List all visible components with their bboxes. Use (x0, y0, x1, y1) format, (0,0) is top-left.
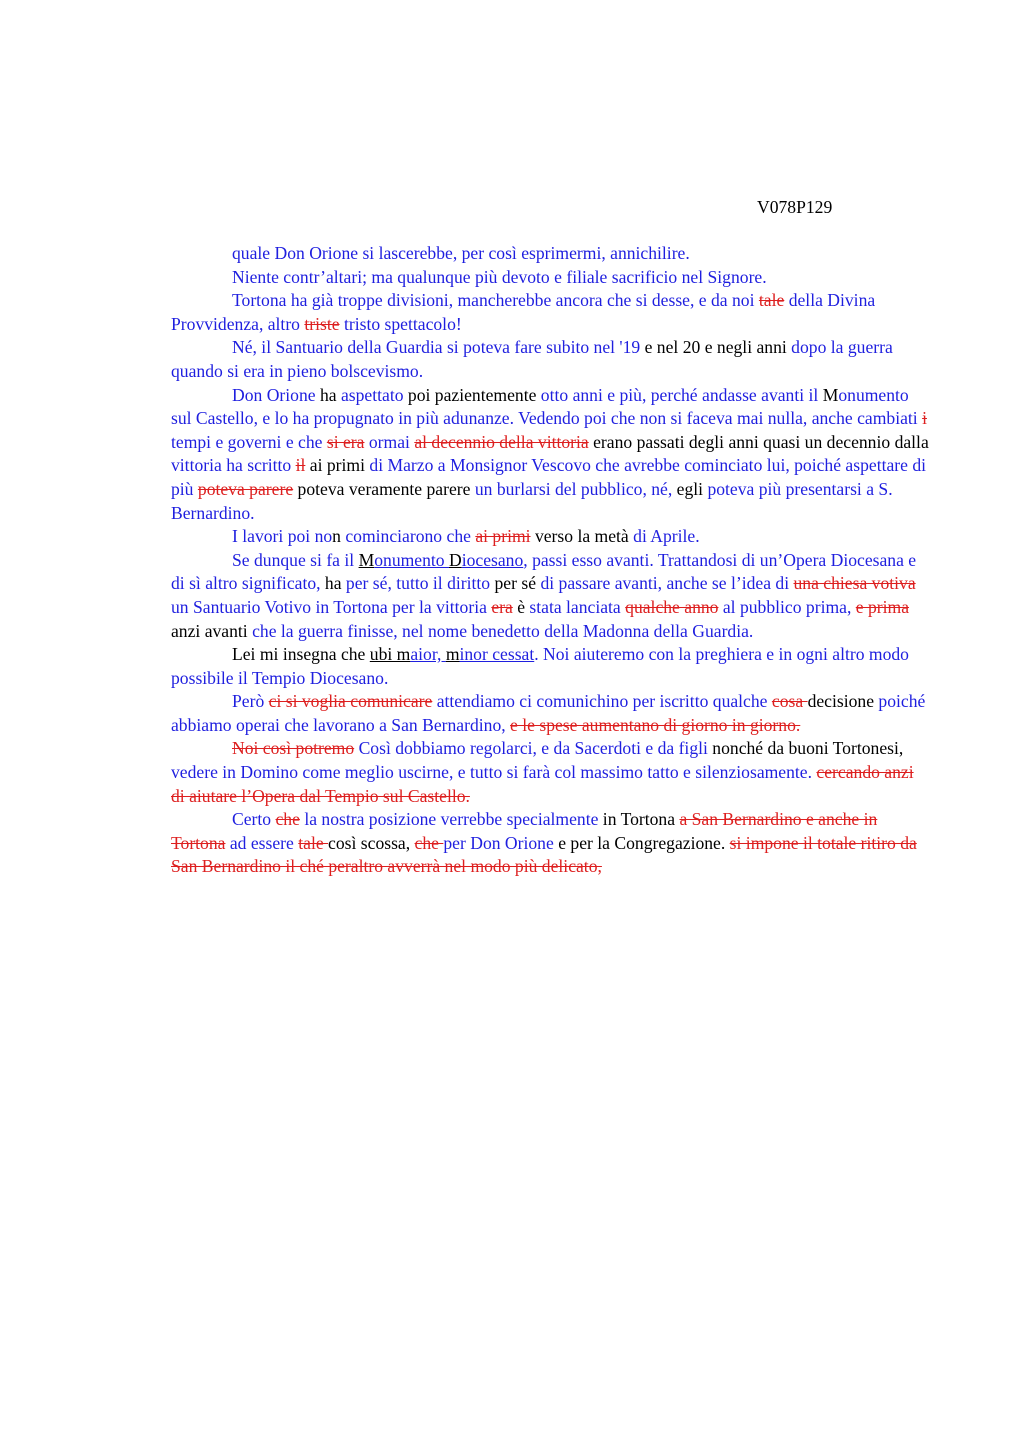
inserted-text: , passi esso avanti. Trattandosi di un’Opera Diocesana e di sì altro significato, (171, 549, 917, 594)
original-underlined-text: ubi m (369, 644, 411, 665)
inserted-text: della Divina Provvidenza, altro (171, 290, 876, 334)
deleted-text: cosa (771, 691, 808, 712)
inserted-text: tempi e governi e che (171, 431, 327, 452)
inserted-text: Tortona ha già troppe divisioni, mancherebbe ancora che si desse, e da noi (232, 290, 759, 311)
inserted-text: quale Don Orione si lascerebbe, per così esprimermi, annichilire. (232, 243, 690, 263)
inserted-text: cominciarono che (345, 526, 476, 547)
deleted-text: cercando anzi di aiutare l’Opera dal Tempio sul Castello. (171, 762, 914, 806)
inserted-text: Certo (232, 809, 276, 830)
inserted-text: attendiamo ci comunichino per iscritto qualche (432, 691, 772, 712)
deleted-text: al decennio della vittoria (414, 431, 589, 452)
deleted-text: si impone il totale ritiro da San Bernardino il ché peraltro avverrà nel modo più delicato, (171, 832, 917, 877)
original-text: per sé (490, 573, 541, 594)
paragraph (171, 336, 931, 383)
inserted-text: otto anni e più, perché andasse avanti il (540, 384, 823, 405)
inserted-text: di Marzo a Monsignor Vescovo che avrebbe cominciato lui, poiché aspettare di più (171, 455, 927, 499)
deleted-text: una chiesa votiva (793, 573, 916, 594)
deleted-text: che (414, 832, 444, 853)
original-text: in Tortona (598, 809, 680, 830)
inserted-text: vittoria ha scritto (171, 455, 296, 476)
inserted-text: per Don Orione (443, 832, 554, 853)
original-text: ha (324, 573, 342, 594)
deleted-text: Noi così potremo (232, 738, 355, 759)
inserted-text: di Aprile. (633, 526, 700, 547)
inserted-text: Se dunque si fa il (232, 549, 359, 570)
inserted-underlined-text: aior, (410, 644, 446, 665)
inserted-text: di passare avanti, anche se l’idea di (540, 573, 794, 594)
inserted-text: Niente contr’altari; ma qualunque più devoto e filiale sacrificio nel Signore. (232, 266, 767, 287)
paragraph (171, 549, 931, 643)
inserted-underlined-text: iocesano (461, 549, 524, 570)
deleted-text: si era (326, 431, 365, 452)
inserted-text: onumento sul Castello, e lo ha propugnato in più adunanze. Vedendo poi che non si faceva mai nulla, anche cambiati (171, 384, 923, 429)
original-underlined-text: M (358, 549, 375, 570)
paragraph (171, 643, 931, 690)
inserted-text: aspettato (340, 384, 404, 405)
original-text: n (332, 526, 346, 547)
paragraph (171, 384, 931, 526)
paragraph (171, 525, 931, 549)
inserted-text: al pubblico prima, (718, 596, 856, 617)
deleted-text: a San Bernardino e anche in Tortona (171, 809, 878, 853)
inserted-text: I lavori poi no (232, 526, 333, 547)
document-body (171, 242, 931, 879)
deleted-text: poteva parere (197, 478, 294, 499)
inserted-text: stata lanciata (529, 596, 626, 617)
original-text: erano passati degli anni quasi un decennio dalla (588, 431, 929, 452)
original-text: egli (672, 478, 708, 499)
inserted-text: Don Orione (232, 384, 316, 405)
paragraph (171, 266, 931, 290)
inserted-text: . Noi aiuteremo con la preghiera e in ogni altro modo possibile il Tempio Diocesano. (171, 644, 909, 688)
paragraph (171, 289, 931, 336)
deleted-text: e prima (855, 596, 910, 617)
inserted-underlined-text: onumento (374, 549, 449, 570)
original-text: così scossa, (328, 832, 415, 853)
deleted-text: il (295, 455, 306, 476)
inserted-text: poiché abbiamo operai che lavorano a San Bernardino, (171, 691, 926, 735)
deleted-text: ai primi (475, 526, 531, 547)
original-underlined-text: D (448, 549, 462, 570)
deleted-text: qualche anno (625, 596, 719, 617)
inserted-text: ad essere (225, 832, 299, 853)
original-text: è (512, 596, 530, 617)
original-text: nonché da buoni Tortonesi, (707, 738, 904, 759)
original-text: ai primi (305, 455, 370, 476)
original-text: poi pazientemente (403, 384, 541, 405)
inserted-text: un burlarsi del pubblico, né, (474, 478, 673, 499)
original-text: Lei mi insegna che (232, 644, 370, 665)
paragraph (171, 242, 931, 266)
inserted-text: un Santuario Votivo in Tortona per la vittoria (171, 596, 492, 617)
paragraph (171, 690, 931, 737)
deleted-text: ci si voglia comunicare (268, 691, 433, 712)
deleted-text: triste (304, 313, 340, 334)
original-text: e nel 20 e negli anni (640, 337, 792, 358)
deleted-text: e le spese aumentano di giorno in giorno. (510, 714, 801, 735)
original-text: anzi avanti (171, 620, 253, 641)
inserted-text: per sé, (341, 573, 392, 594)
paragraph (171, 808, 931, 879)
inserted-text: la nostra posizione verrebbe specialmente (299, 809, 599, 830)
inserted-text: tutto il diritto (396, 573, 491, 594)
original-text: verso la metà (530, 526, 634, 547)
original-underlined-text: m (445, 644, 460, 665)
paragraph (171, 737, 931, 808)
inserted-text: dopo la guerra quando si era in pieno bolscevismo. (171, 337, 893, 381)
original-text: decisione (807, 691, 879, 712)
inserted-text: poteva più presentarsi a S. Bernardino. (171, 478, 893, 523)
deleted-text: i (922, 408, 927, 429)
original-text: M (822, 384, 839, 405)
original-text: e per la Congregazione. (553, 832, 730, 853)
deleted-text: tale (758, 290, 785, 311)
inserted-text: Però (232, 691, 269, 712)
inserted-text: tristo spettacolo! (339, 313, 462, 334)
deleted-text: tale (298, 832, 329, 853)
inserted-text: che la guerra finisse, nel nome benedetto della Madonna della Guardia. (252, 620, 754, 641)
inserted-text: vedere in Domino come meglio uscirne, e tutto si farà col massimo tatto e silenziosamente. (171, 762, 817, 783)
inserted-underlined-text: inor cessat (459, 644, 535, 665)
original-text: ha (315, 384, 341, 405)
inserted-text: Così dobbiamo regolarci, e da Sacerdoti e da figli (354, 738, 708, 759)
deleted-text: era (491, 596, 513, 617)
deleted-text: che (275, 809, 300, 830)
inserted-text: ormai (364, 431, 415, 452)
original-text: poteva veramente parere (293, 478, 475, 499)
inserted-text: Né, il Santuario della Guardia si poteva fare subito nel '19 (232, 337, 641, 358)
page-identifier: V078P129 (757, 197, 833, 217)
